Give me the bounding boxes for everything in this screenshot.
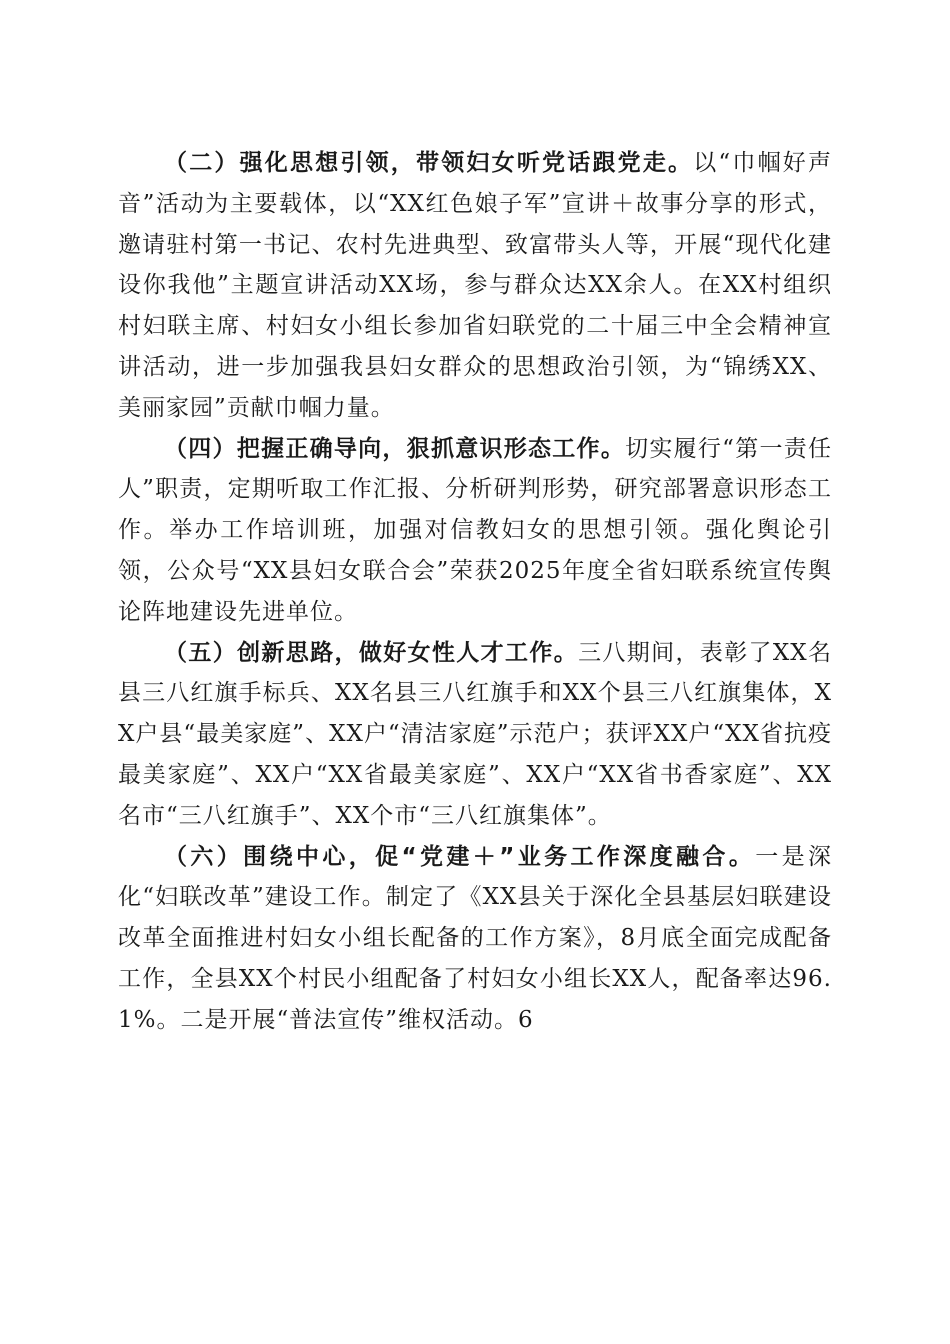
paragraph-body: 三八期间，表彰了XX名县三八红旗手标兵、XX名县三八红旗手和XX个县三八红旗集体，XX户县“最美家庭”、XX户“清洁家庭”示范户；获评XX户“XX省抗疫最美家庭”、XX户“XX省最美家庭”、XX户“XX省书香家庭”、XX名市“三八红旗手”、XX个市“三八红旗集体”。 [118,639,833,829]
paragraph-heading: （六）围绕中心，促“党建＋”业务工作深度融合。 [164,843,756,870]
paragraph-body: 一是深化“妇联改革”建设工作。制定了《XX县关于深化全县基层妇联建设改革全面推进村妇女小组长配备的工作方案》，8月底全面完成配备工作，全县XX个村民小组配备了村妇女小组长XX人，配备率达96.1%。二是开展“普法宣传”维权活动。6 [118,843,832,1033]
paragraph-2 [118,143,832,429]
paragraph-body: 以“巾帼好声音”活动为主要载体，以“XX红色娘子军”宣讲＋故事分享的形式，邀请驻村第一书记、农村先进典型、致富带头人等，开展“现代化建设你我他”主题宣讲活动XX场，参与群众达XX余人。在XX村组织村妇联主席、村妇女小组长参加省妇联党的二十届三中全会精神宣讲活动，进一步加强我县妇女群众的思想政治引领，为“锦绣XX、美丽家园”贡献巾帼力量。 [118,150,832,421]
paragraph-heading: （四）把握正确导向，狠抓意识形态工作。 [164,435,626,462]
paragraph-5 [118,633,832,837]
document-body [118,143,832,1041]
paragraph-heading: （五）创新思路，做好女性人才工作。 [164,639,579,666]
paragraph-body: 切实履行“第一责任人”职责，定期听取工作汇报、分析研判形势，研究部署意识形态工作。举办工作培训班，加强对信教妇女的思想引领。强化舆论引领，公众号“XX县妇女联合会”荣获2025年度全省妇联系统宣传舆论阵地建设先进单位。 [118,435,832,625]
paragraph-4 [118,429,832,633]
paragraph-6 [118,837,832,1041]
paragraph-heading: （二）强化思想引领，带领妇女听党话跟党走。 [164,150,694,176]
